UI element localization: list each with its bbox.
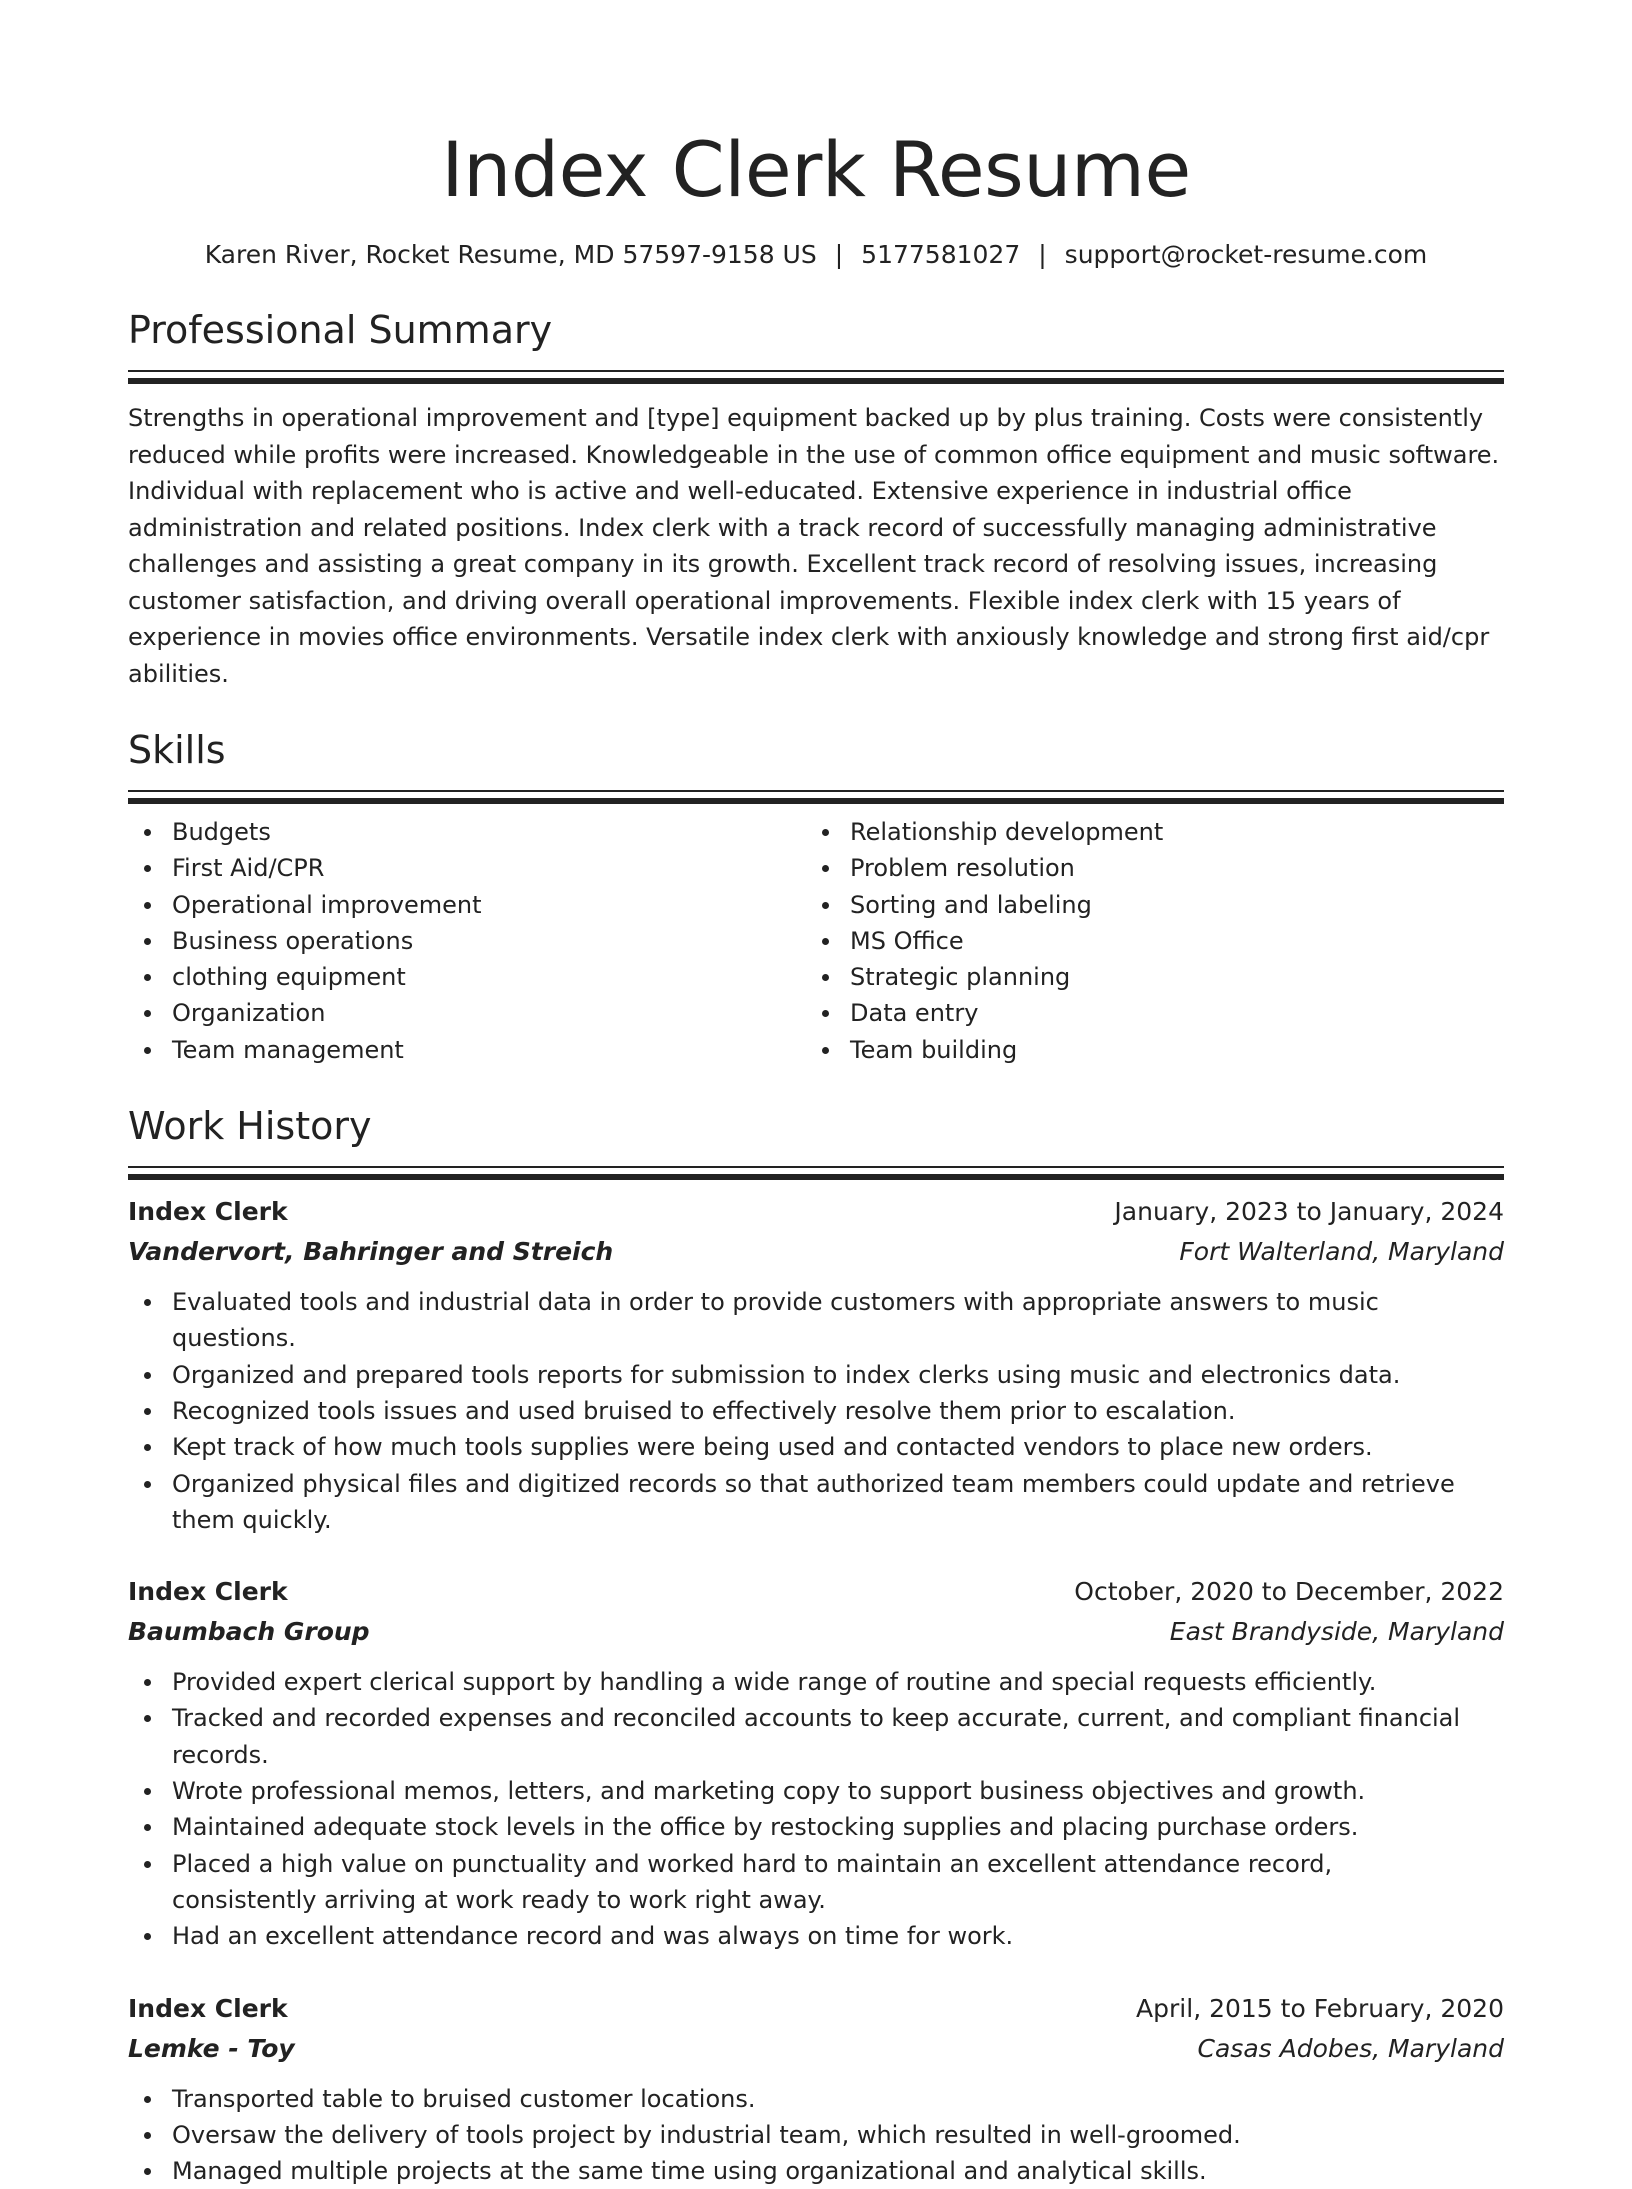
- skill-item: Business operations: [128, 923, 806, 959]
- job-header: [128, 1572, 1504, 1612]
- job-subheader: [128, 1612, 1504, 1652]
- job-title: Index Clerk: [128, 1197, 288, 1227]
- resume-title: Index Clerk Resume: [441, 125, 1191, 214]
- section-divider: [128, 1166, 1504, 1168]
- section-divider: [128, 790, 1504, 792]
- job-duty: Provided expert clerical support by handling a wide range of routine and special requests efficiently.: [128, 1664, 1504, 1700]
- skill-item: Sorting and labeling: [806, 887, 1484, 923]
- skills-column-left: [128, 814, 806, 1068]
- skill-item: First Aid/CPR: [128, 850, 806, 886]
- skill-item: Data entry: [806, 995, 1484, 1031]
- job-title: Index Clerk: [128, 1993, 288, 2023]
- job-duty: Transported table to bruised customer locations.: [128, 2081, 1504, 2117]
- job-title: Index Clerk: [128, 1577, 288, 1607]
- skill-item: Organization: [128, 995, 806, 1031]
- skills-column-right: [806, 814, 1484, 1068]
- job-duty: Organized and prepared tools reports for submission to index clerks using music and electronics data.: [128, 1357, 1504, 1393]
- skill-item: Strategic planning: [806, 959, 1484, 995]
- skill-item: Team building: [806, 1032, 1484, 1068]
- skill-item: Relationship development: [806, 814, 1484, 850]
- job-subheader: [128, 1232, 1504, 1272]
- contact-separator: |: [834, 240, 844, 269]
- job-duty: Had an excellent attendance record and was always on time for work.: [128, 1918, 1504, 1954]
- job-duty: Wrote professional memos, letters, and marketing copy to support business objectives and growth.: [128, 1773, 1504, 1809]
- job-duties: [128, 1664, 1504, 1954]
- job-company: Vandervort, Bahringer and Streich: [128, 1237, 614, 1267]
- job-duty: Placed a high value on punctuality and worked hard to maintain an excellent attendance record, consistently arriving at work ready to work right away.: [128, 1846, 1504, 1919]
- job-entry: [128, 1192, 1504, 1538]
- job-duty: Maintained adequate stock levels in the office by restocking supplies and placing purchase orders.: [128, 1809, 1504, 1845]
- job-entry: [128, 1572, 1504, 1954]
- skill-item: MS Office: [806, 923, 1484, 959]
- job-duty: Organized physical files and digitized records so that authorized team members could update and retrieve them quickly.: [128, 1466, 1504, 1539]
- skill-item: clothing equipment: [128, 959, 806, 995]
- skill-item: Team management: [128, 1032, 806, 1068]
- work-history-heading: Work History: [128, 1104, 372, 1149]
- contact-line: [128, 238, 1504, 272]
- job-duty: Oversaw the delivery of tools project by industrial team, which resulted in well-groomed.: [128, 2117, 1504, 2153]
- skill-item: Problem resolution: [806, 850, 1484, 886]
- job-entry: [128, 1989, 1504, 2189]
- job-company: Baumbach Group: [128, 1617, 370, 1647]
- skill-item: Budgets: [128, 814, 806, 850]
- skill-item: Operational improvement: [128, 887, 806, 923]
- contact-phone: 5177581027: [861, 240, 1021, 269]
- contact-separator: |: [1038, 240, 1047, 269]
- section-divider: [128, 370, 1504, 372]
- job-duty: Evaluated tools and industrial data in order to provide customers with appropriate answers to music questions.: [128, 1284, 1504, 1357]
- job-location: Fort Walterland, Maryland: [1179, 1237, 1504, 1267]
- job-dates: April, 2015 to February, 2020: [1136, 1993, 1504, 2023]
- job-duty: Managed multiple projects at the same time using organizational and analytical skills.: [128, 2153, 1504, 2189]
- job-duty: Tracked and recorded expenses and reconciled accounts to keep accurate, current, and compliant financial records.: [128, 1700, 1504, 1773]
- resume-page: [128, 0, 1504, 2189]
- job-duty: Recognized tools issues and used bruised to effectively resolve them prior to escalation.: [128, 1393, 1504, 1429]
- job-duties: [128, 2081, 1504, 2189]
- job-location: East Brandyside, Maryland: [1169, 1617, 1504, 1647]
- job-header: [128, 1192, 1504, 1232]
- skills-heading: Skills: [128, 728, 226, 772]
- skills-list: [128, 814, 1504, 1068]
- job-dates: October, 2020 to December, 2022: [1074, 1577, 1504, 1607]
- job-header: [128, 1989, 1504, 2029]
- job-dates: January, 2023 to January, 2024: [1114, 1197, 1504, 1227]
- job-duty: Kept track of how much tools supplies were being used and contacted vendors to place new orders.: [128, 1429, 1504, 1465]
- summary-heading: Professional Summary: [128, 308, 553, 352]
- job-duties: [128, 1284, 1504, 1538]
- summary-text: Strengths in operational improvement and [type] equipment backed up by plus training. Costs were consistently reduced while profits were increased. Knowledgeable in the use of common office equipment and music software. Individual with replacement who is active and well-educated. Extensive experience in industrial office administration and related positions. Index clerk with a track record of successfully managing administrative challenges and assisting a great company in its growth. Excellent track record of resolving issues, increasing customer satisfaction, and driving overall operational improvements. Flexible index clerk with 15 years of experience in movies office environments. Versatile index clerk with anxiously knowledge and strong first aid/cpr abilities.: [128, 404, 1500, 688]
- job-company: Lemke - Toy: [128, 2033, 295, 2063]
- job-location: Casas Adobes, Maryland: [1197, 2033, 1504, 2063]
- contact-address: Karen River, Rocket Resume, MD 57597-9158 US: [204, 240, 817, 269]
- contact-email: support@rocket-resume.com: [1064, 240, 1428, 269]
- job-subheader: [128, 2029, 1504, 2069]
